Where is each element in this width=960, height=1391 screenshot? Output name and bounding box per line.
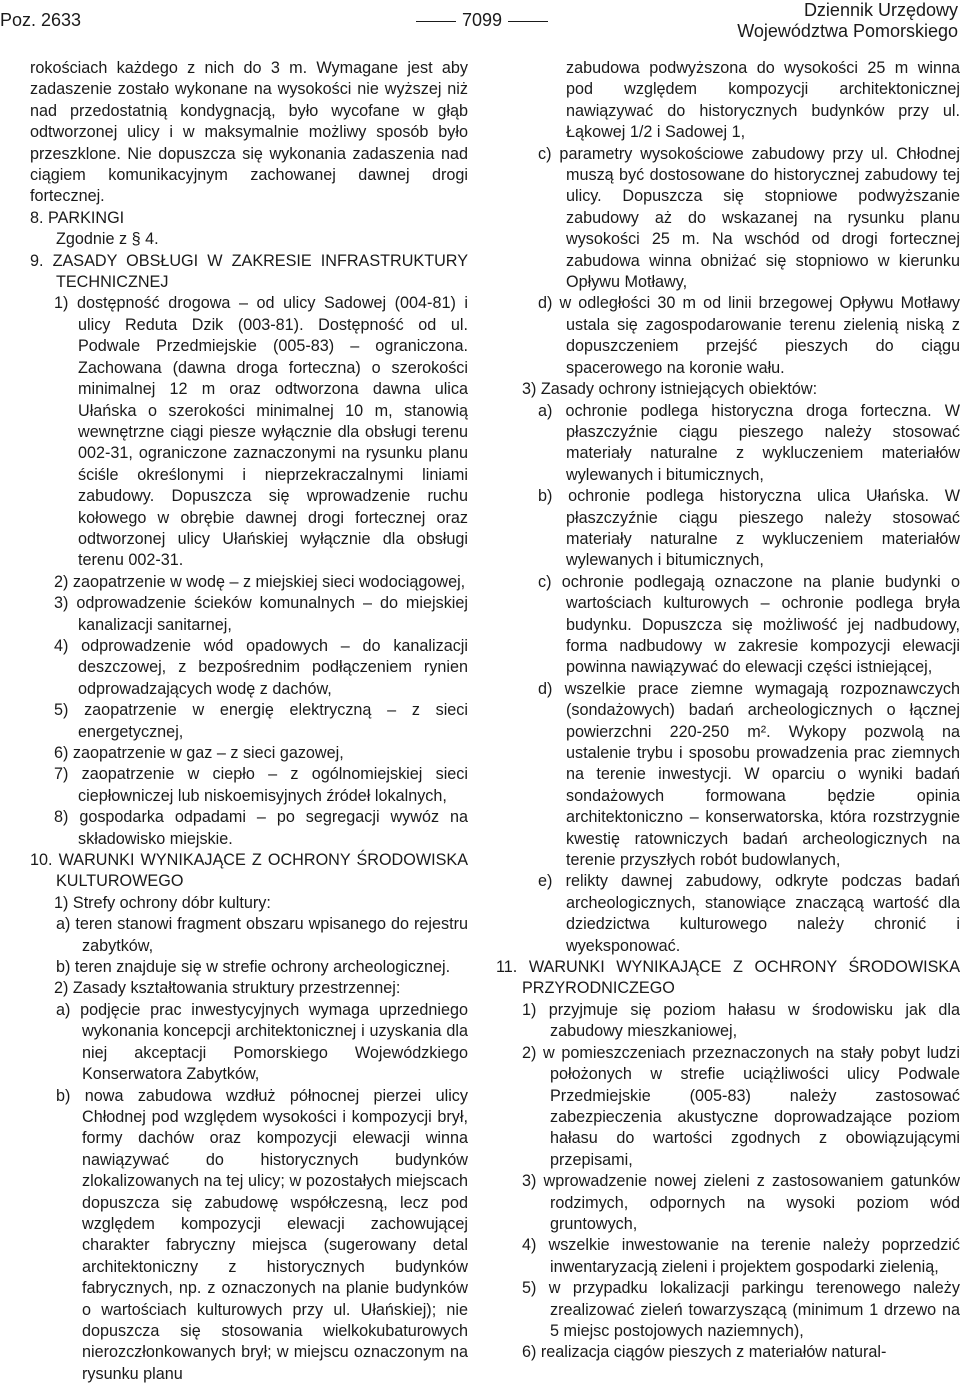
list-subitem: c) parametry wysokościowe zabudowy przy ul. Chłodnej muszą być dostosowane do historycznej zabudowy tej ulicy. Dopuszcza się stopniowe podwyższanie zabudowy aż do wskazanej na rysunku planu wysokości 25 m. Na wschód od drogi fortecznej zabudowa winna obniżać się stopniowo w kierunku Opływu Motławy,	[538, 144, 960, 292]
journal-title-line1: Dziennik Urzędowy	[803, 0, 958, 20]
journal-title	[737, 0, 958, 42]
list-item: 6) realizacja ciągów pieszych z materiałów natural-	[522, 1343, 887, 1362]
list-item: 3) Zasady ochrony istniejących obiektów:	[522, 380, 818, 399]
section-heading-11: 11. WARUNKI WYNIKAJĄCE Z OCHRONY ŚRODOWISKA PRZYRODNICZEGO	[496, 958, 960, 998]
list-item: 3) wprowadzenie nowej zieleni z zastosowaniem gatunków rodzimych, odpornych na wysoki poziom wód gruntowych,	[522, 1172, 960, 1233]
position-number: Poz. 2633	[0, 10, 82, 30]
section-heading-9: 9. ZASADY OBSŁUGI W ZAKRESIE INFRASTRUKTURY TECHNICZNEJ	[30, 251, 468, 292]
list-subitem: d) wszelkie prace ziemne wymagają rozpoznawczych (sondażowych) badań archeologicznych o łącznej powierzchni 220-250 m². Wykopy pozwolą na ustalenie trybu i sposobu prowadzenia prac ziemnych na terenie inwestycji. W oparciu o wyniki badań sondażowych formowana będzie opinia architektoniczno – konserwatorska, która rozstrzygnie kwestię ratowniczych badań archeologicznych na terenie przyszłych robót budowlanych,	[538, 679, 960, 870]
list-subitem: a) ochronie podlega historyczna droga forteczna. W płaszczyźnie ciągu pieszego należy stosować materiały naturalne z wykluczeniem materiałów wylewanych i bitumicznych,	[538, 401, 960, 484]
list-subitem: b) nowa zabudowa wzdłuż północnej pierzei ulicy Chłodnej pod względem wysokości i kompozycji brył, formy dachów oraz kompozycji elewacji winna nawiązywać do historycznych budynków zlokalizowanych na tej ulicy; w pozostałych miejscach dopuszcza się zabudowę współczesną, lecz pod względem kompozycji elewacji zachowującej charakter fabryczny miejsca (sugerowany detal architektoniczny z historycznych budynków fabrycznych, np. z oznaczonych na planie budynków o wartościach kulturowych przy ul. Ułańskiej); nie dopuszcza się stosowania wielkokubaturowych nierozczłonkowanych brył; w miejscu oznaczonym na rysunku planu	[56, 1086, 468, 1383]
list-item: 2) Zasady kształtowania struktury przestrzennej:	[54, 979, 401, 998]
list-item: 4) wszelkie inwestowanie na terenie należy poprzedzić inwentaryzacją zieleni i projektem gospodarki zielenią,	[522, 1236, 960, 1276]
list-item: 1) dostępność drogowa – od ulicy Sadowej (004-81) i ulicy Reduta Dzik (003-81). Dostępność od ul. Podwale Przedmiejskie (005-83) – ograniczona. Zachowana (dawna droga forteczna) o szerokości minimalnej 12 m oraz odtworzona dawna ulica Ułańska o szerokości minimalnej 10 m, stanowią wewnętrzne ciągi piesze wyłącznie dla obsługi terenu 002-31, ograniczone zaznaczonymi na rysunku planu ściśle określonymi i nieprzekraczalnymi liniami zabudowy. Dopuszcza się wprowadzenie ruchu kołowego w obrębie dawnej drogi fortecznej oraz odtworzonej ulicy Ułańskiej wyłącznie dla obsługi terenu 002-31.	[54, 294, 468, 570]
page-number-text: 7099	[462, 10, 503, 30]
paragraph: Zgodnie z § 4.	[56, 230, 159, 249]
list-subitem: b) teren znajduje się w strefie ochrony archeologicznej.	[56, 958, 451, 977]
list-subitem: a) podjęcie prac inwestycyjnych wymaga uprzedniego wykonania koncepcji architektonicznej i uzyskania dla niej akceptacji Pomorskiego Wojewódzkiego Konserwatora Zabytków,	[56, 1000, 468, 1084]
list-subitem: c) ochronie podlegają oznaczone na planie budynki o wartościach kulturowych – ochronie podlega bryła budynku. Dopuszcza się możliwość jej nadbudowy, forma nadbudowy w zakresie kompozycji elewacji powinna nawiązywać do elewacji części istniejącej,	[538, 572, 960, 677]
list-item: 8) gospodarka odpadami – po segregacji wywóz na składowisko miejskie.	[54, 808, 468, 848]
dash-left	[416, 21, 456, 22]
list-item: 5) zaopatrzenie w energię elektryczną – z sieci energetycznej,	[54, 701, 468, 741]
list-item: 1) przyjmuje się poziom hałasu w środowisku jak dla zabudowy mieszkaniowej,	[522, 1000, 960, 1041]
list-subitem: a) teren stanowi fragment obszaru wpisanego do rejestru zabytków,	[56, 915, 468, 955]
journal-title-line2: Województwa Pomorskiego	[737, 21, 958, 41]
list-item: 4) odprowadzenie wód opadowych – do kanalizacji deszczowej, z bezpośrednim podłączeniem rynien odprowadzających wodę z dachów,	[54, 636, 468, 698]
list-subitem: e) relikty dawnej zabudowy, odkryte podczas badań archeologicznych, stanowiące znaczącą wartość dla dziedzictwa kulturowego należy chronić i wyeksponować.	[538, 872, 960, 955]
list-item: 2) w pomieszczeniach przeznaczonych na stały pobyt ludzi położonych w strefie uciążliwości ulicy Podwale Przedmiejskie (005-83) należy zastosować zabezpieczenia akustyczne doprowadzające poziom hałasu do wartości zgodnych z obowiązującymi przepisami,	[522, 1043, 960, 1169]
dash-right	[508, 21, 548, 22]
list-item: 7) zaopatrzenie w ciepło – z ogólnomiejskiej sieci ciepłowniczej lub niskoemisyjnych źródeł lokalnych,	[54, 765, 468, 805]
list-subitem: d) w odległości 30 m od linii brzegowej Opływu Motławy ustala się zagospodarowanie terenu zielenią niską z dopuszczeniem przejść pieszych do ciągu spacerowego na koronie wału.	[538, 294, 960, 377]
page-number	[410, 10, 554, 31]
paragraph: zabudowa podwyższona do wysokości 25 m winna pod względem kompozycji architektonicznej nawiązywać do historycznych budynków przy ul. Łąkowej 1/2 i Sadowej 1,	[566, 59, 960, 142]
list-item: 2) zaopatrzenie w wodę – z miejskiej sieci wodociągowej,	[54, 572, 466, 591]
section-heading-8: 8. PARKINGI	[30, 208, 125, 227]
list-item: 1) Strefy ochrony dóbr kultury:	[54, 893, 271, 912]
list-item: 3) odprowadzenie ścieków komunalnych – do miejskiej kanalizacji sanitarnej,	[54, 594, 468, 634]
list-subitem: b) ochronie podlega historyczna ulica Ułańska. W płaszczyźnie ciągu pieszego należy stosować materiały naturalne z wykluczeniem materiałów wylewanych i bitumicznych,	[538, 487, 960, 570]
right-column	[496, 58, 960, 1364]
list-item: 5) w przypadku lokalizacji parkingu terenowego należy zrealizować zieleń towarzyszącą (minimum 1 drzewo na 5 miejsc postojowych naziemnych),	[522, 1279, 960, 1340]
paragraph: rokościach każdego z nich do 3 m. Wymagane jest aby zadaszenie zostało wykonane na wysokości nie wyższej niż nad przedostatnią kondygnacją, było wycofane w głąb odtworzonej ulicy i w maksymalnie możliwy sposób było przeszklone. Nie dopuszcza się wykonania zadaszenia nad ciągiem komunikacyjnym zachowanej dawnej drogi fortecznej.	[30, 59, 468, 206]
section-heading-10: 10. WARUNKI WYNIKAJĄCE Z OCHRONY ŚRODOWISKA KULTUROWEGO	[30, 851, 468, 891]
page-header	[0, 0, 960, 40]
left-column	[30, 58, 468, 1385]
list-item: 6) zaopatrzenie w gaz – z sieci gazowej,	[54, 744, 344, 762]
